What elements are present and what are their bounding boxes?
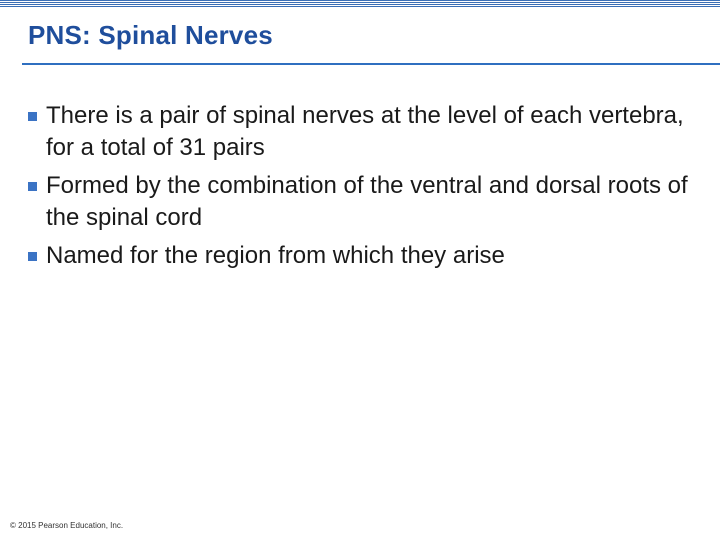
square-bullet-icon <box>28 112 37 121</box>
bullet-item <box>28 170 708 234</box>
bullet-item <box>28 240 708 272</box>
square-bullet-icon <box>28 252 37 261</box>
copyright-footer: © 2015 Pearson Education, Inc. <box>10 521 124 530</box>
square-bullet-icon <box>28 182 37 191</box>
title-underline <box>22 63 720 65</box>
top-stripe-bar <box>0 0 720 8</box>
bullet-text: There is a pair of spinal nerves at the level of each vertebra, for a total of 31 pairs <box>46 102 684 161</box>
bullet-text: Named for the region from which they arise <box>46 242 505 269</box>
bullet-list <box>28 100 708 278</box>
bullet-item <box>28 100 708 164</box>
bullet-text: Formed by the combination of the ventral and dorsal roots of the spinal cord <box>46 172 688 231</box>
slide-title: PNS: Spinal Nerves <box>28 20 273 50</box>
